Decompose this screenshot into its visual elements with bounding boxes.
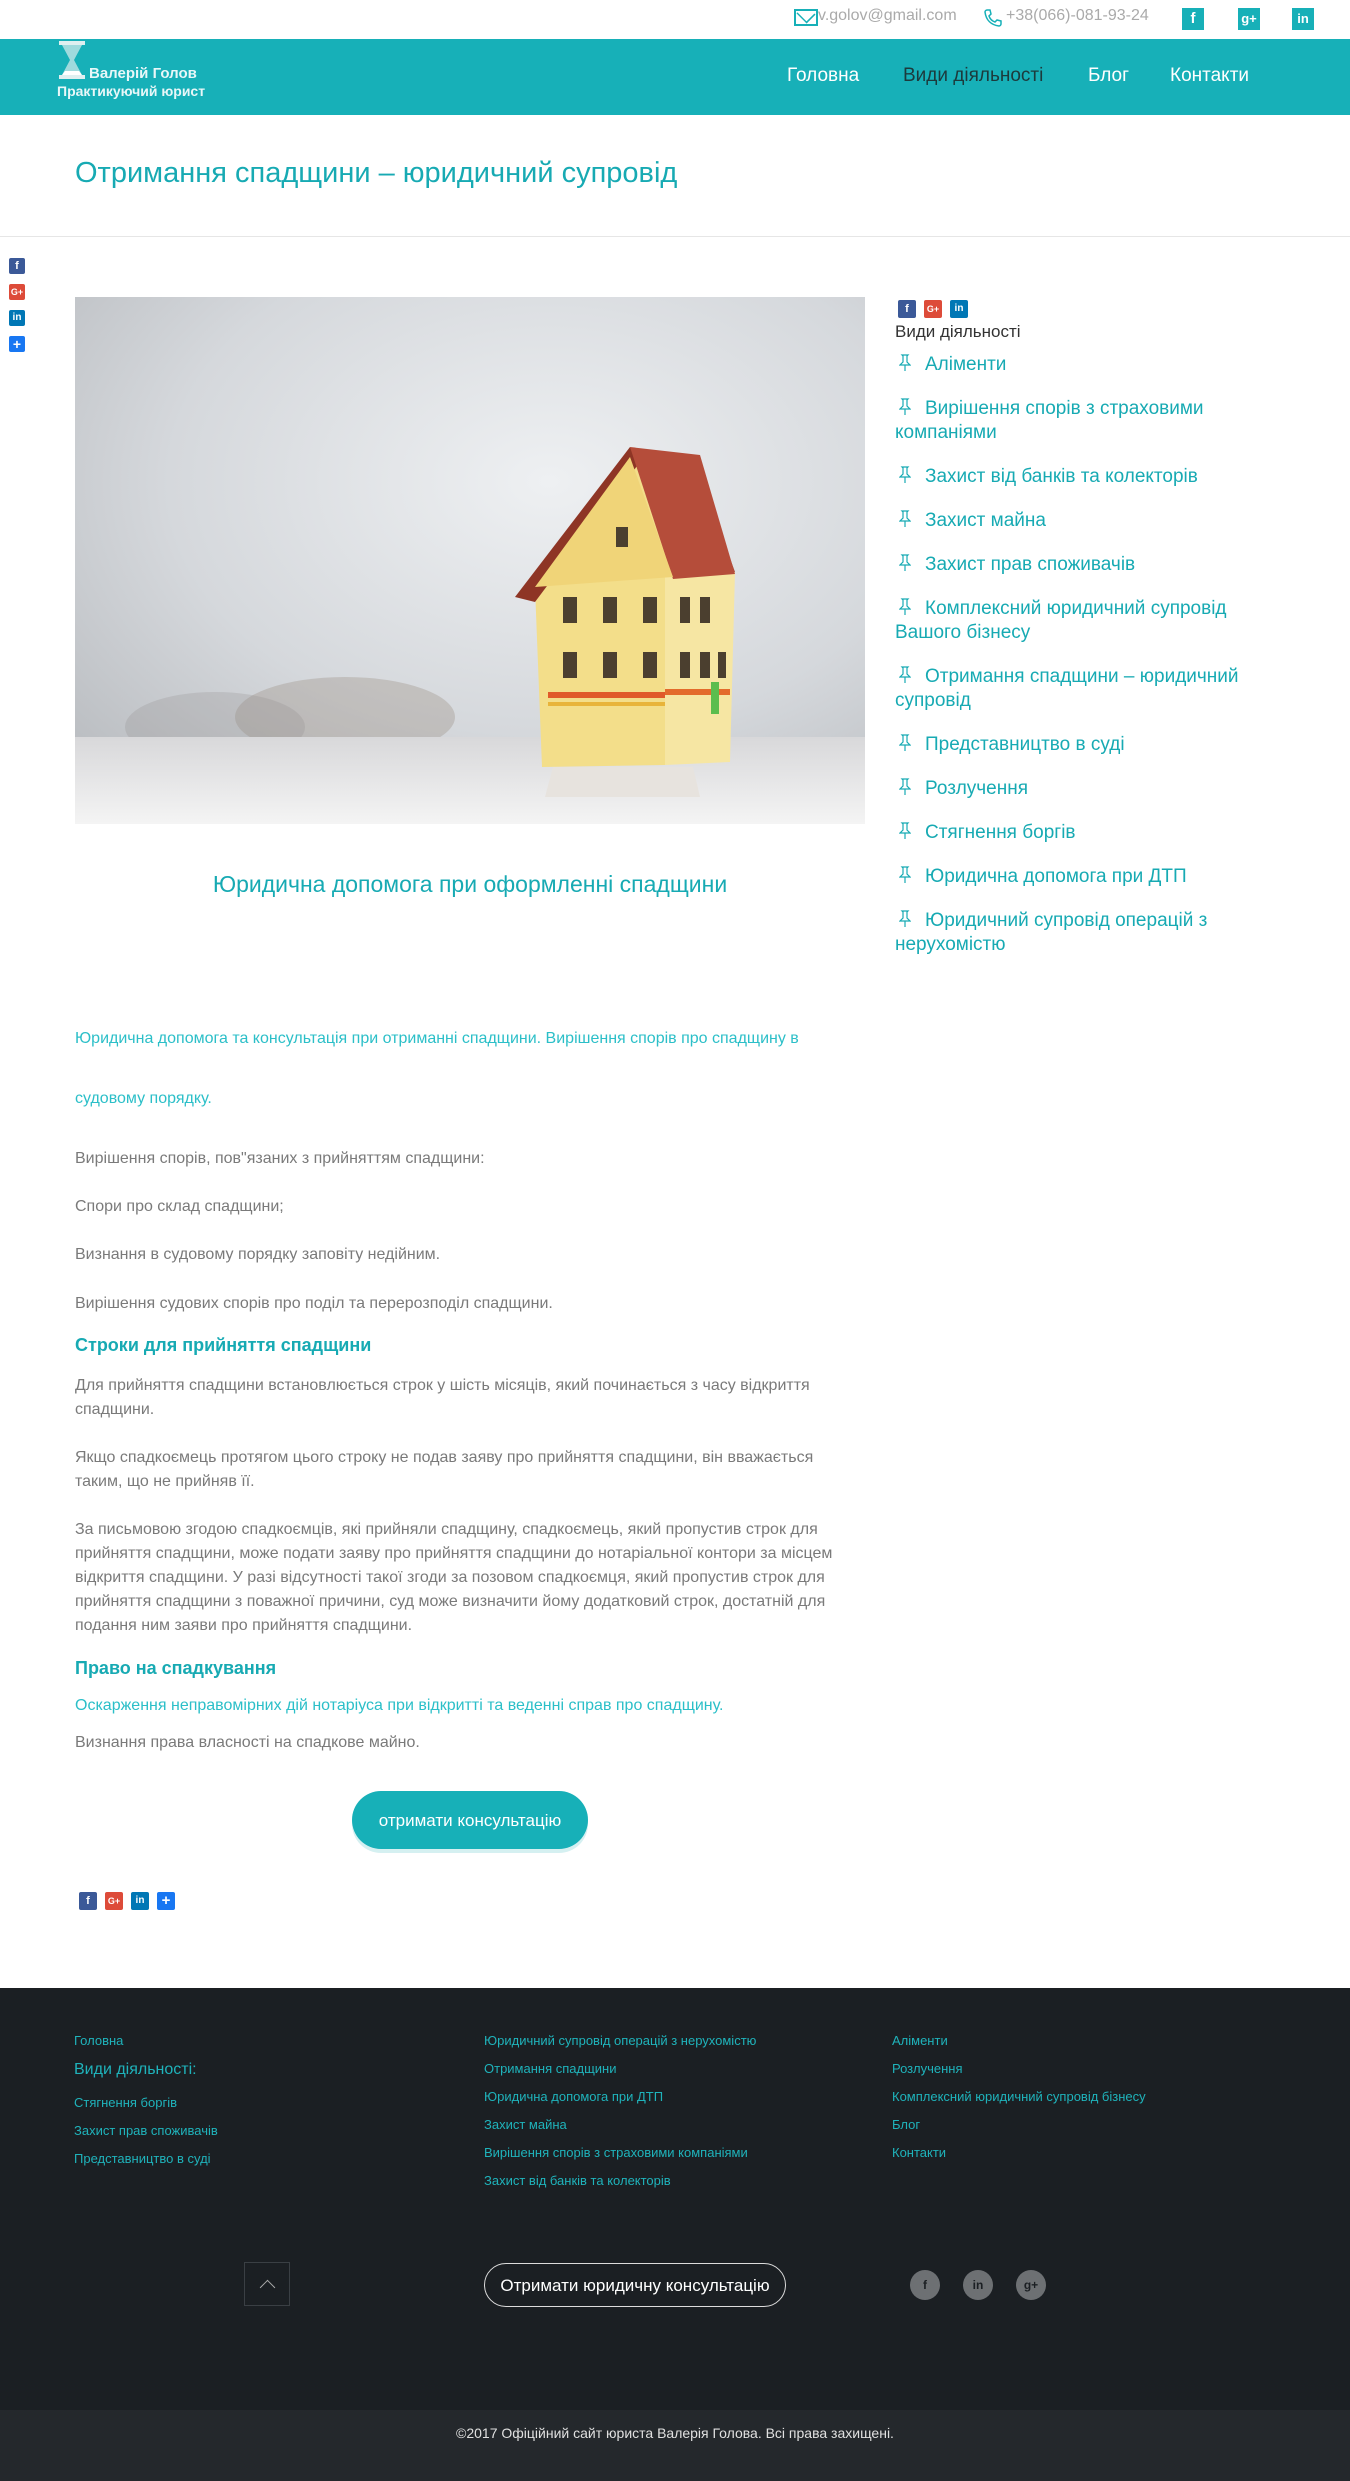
footer-link[interactable]: Представництво в суді [74,2151,211,2166]
sidebar-item[interactable] [895,465,1265,489]
contact-email[interactable]: v.golov@gmail.com [818,7,957,24]
sidebar-item[interactable] [895,777,1265,801]
nav-services[interactable]: Види діяльності [903,65,1044,86]
footer-link[interactable]: Розлучення [892,2061,963,2076]
footer-link[interactable]: Блог [892,2117,921,2132]
nav-contacts[interactable]: Контакти [1170,65,1250,86]
pin-icon [899,666,911,684]
hourglass-logo-icon [58,41,86,79]
mail-icon [794,9,818,26]
article-paragraph: За письмовою згодою спадкоємців, які прийняли спадщину, спадкоємець, який пропустив строк для прийняття спадщини, може подати заяву про прийняття спадщини до нотаріальної контори за місцем відкриття спадщини. У разі відсутності такої згоди за позовом спадкоємця, який пропустив строк для прийняття спадщини з поважної причини, суд може визначити йому додатковий строк, достатній для подання ним заяви про прийняття спадщини. [75,1521,833,1634]
article-paragraph: Визнання права власності на спадкове майно. [75,1734,420,1751]
floating-linkedin-icon[interactable]: in [9,310,25,326]
sidebar-title: Види діяльності [895,322,1021,341]
floating-share-icon[interactable]: + [9,336,25,352]
sidebar-item-label: Юридичний супровід операцій з нерухомістю [895,910,1208,955]
footer-link[interactable]: Отримання спадщини [484,2061,617,2076]
article-paragraph: Вирішення судових спорів про поділ та перерозподіл спадщини. [75,1295,553,1312]
article-paragraph: Для прийняття спадщини встановлюється строк у шість місяців, який починається з часу відкриття спадщини. [75,1377,810,1418]
footer-link[interactable]: Аліменти [892,2033,948,2048]
sidebar-item-label: Вирішення спорів з страховими компаніями [895,398,1204,443]
sidebar-item[interactable] [895,821,1265,845]
pin-icon [899,910,911,928]
footer-link[interactable]: Головна [74,2033,124,2048]
article-paragraph: Спори про склад спадщини; [75,1198,284,1215]
google-plus-icon[interactable]: g+ [1238,8,1260,30]
footer-facebook-icon[interactable]: f [910,2270,940,2300]
nav-blog[interactable]: Блог [1088,65,1130,86]
sidebar-google-plus-icon[interactable]: G+ [924,300,942,318]
floating-google-plus-icon[interactable]: G+ [9,284,25,300]
logo-name: Валерій Голов [89,65,197,82]
site-header [0,39,1350,115]
footer-bottom-bar [0,2410,1350,2481]
sidebar-item-label: Захист майна [925,510,1046,531]
footer-consultation-button[interactable]: Отримати юридичну консультацію [484,2263,786,2307]
footer-link[interactable]: Юридична допомога при ДТП [484,2089,664,2104]
sidebar-item-label: Комплексний юридичний супровід Вашого бізнесу [895,598,1227,643]
sidebar-item-label: Аліменти [925,354,1007,375]
footer-link: Види діяльності: [74,2061,197,2078]
pin-icon [899,510,911,528]
section-heading-terms: Строки для прийняття спадщини [75,1335,372,1355]
pin-icon [899,778,911,796]
footer-link[interactable]: Захист від банків та колекторів [484,2173,671,2188]
site-logo[interactable] [55,41,235,99]
sidebar-item[interactable] [895,665,1265,713]
sidebar-item[interactable] [895,509,1265,533]
footer-link[interactable]: Юридичний супровід операцій з нерухомістю [484,2033,757,2048]
sidebar-item[interactable] [895,865,1265,889]
intro-text-line2: судовому порядку. [75,1090,212,1107]
share-linkedin-icon[interactable]: in [131,1892,149,1910]
phone-icon [983,8,1001,28]
footer-google-plus-icon[interactable]: g+ [1016,2270,1046,2300]
sidebar-item[interactable] [895,353,1265,377]
section-heading-right: Право на спадкування [75,1658,277,1678]
title-divider [0,236,1350,237]
footer-link[interactable]: Комплексний юридичний супровід бізнесу [892,2089,1146,2104]
page-title: Отримання спадщини – юридичний супровід [75,157,678,189]
footer-linkedin-icon[interactable]: in [963,2270,993,2300]
pin-icon [899,554,911,572]
sidebar-linkedin-icon[interactable]: in [950,300,968,318]
footer-link[interactable]: Захист прав споживачів [74,2123,218,2138]
sidebar-item[interactable] [895,597,1265,645]
top-bar [0,0,1350,39]
article-paragraph: Якщо спадкоємець протягом цього строку не подав заяву про прийняття спадщини, він вважається таким, що не прийняв її. [75,1449,814,1490]
sidebar-item[interactable] [895,553,1265,577]
sidebar-item[interactable] [895,397,1265,445]
site-footer [0,1988,1350,2410]
get-consultation-button[interactable]: отримати консультацію [352,1791,588,1849]
pin-icon [899,354,911,372]
share-google-plus-icon[interactable]: G+ [105,1892,123,1910]
pin-icon [899,734,911,752]
nav-home[interactable]: Головна [787,65,860,86]
article-paragraph: Вирішення спорів, пов"язаних з прийняттям спадщини: [75,1150,485,1167]
pin-icon [899,598,911,616]
pin-icon [899,866,911,884]
article-paragraph: Визнання в судовому порядку заповіту недійним. [75,1246,441,1263]
contact-phone[interactable]: +38(066)-081-93-24 [1006,7,1149,24]
sidebar-item-label: Захист від банків та колекторів [925,466,1198,487]
sidebar-item-label: Розлучення [925,778,1029,799]
sidebar-facebook-icon[interactable]: f [898,300,916,318]
pin-icon [899,466,911,484]
scroll-up-button[interactable] [244,2262,290,2306]
sidebar-item[interactable] [895,909,1265,957]
logo-subtitle: Практикуючий юрист [57,83,206,99]
article-heading: Юридична допомога при оформленні спадщини [212,871,728,897]
footer-link[interactable]: Стягнення боргів [74,2095,177,2110]
pin-icon [899,822,911,840]
sidebar-item-label: Юридична допомога при ДТП [925,866,1187,887]
sidebar-item-label: Отримання спадщини – юридичний супровід [895,666,1239,711]
footer-link[interactable]: Вирішення спорів з страховими компаніями [484,2145,748,2160]
footer-link[interactable]: Захист майна [484,2117,567,2132]
copyright-text: ©2017 Офіційний сайт юриста Валерія Голова. Всі права захищені. [456,2425,894,2441]
article-paragraph-link[interactable]: Оскарження неправомірних дій нотаріуса при відкритті та веденні справ про спадщину. [75,1697,724,1714]
sidebar-item-label: Стягнення боргів [925,822,1076,843]
sidebar-item-label: Представництво в суді [925,734,1125,755]
share-more-icon[interactable]: + [157,1892,175,1910]
floating-facebook-icon[interactable]: f [9,258,25,274]
intro-text-line1: Юридична допомога та консультація при отриманні спадщини. Вирішення спорів про спадщину в [75,1030,799,1047]
sidebar-item[interactable] [895,733,1265,757]
sidebar-item-label: Захист прав споживачів [925,554,1136,575]
article-image [75,297,865,824]
linkedin-icon[interactable]: in [1292,8,1314,30]
facebook-icon[interactable]: f [1182,8,1204,30]
footer-link[interactable]: Контакти [892,2145,947,2160]
share-facebook-icon[interactable]: f [79,1892,97,1910]
pin-icon [899,398,911,416]
